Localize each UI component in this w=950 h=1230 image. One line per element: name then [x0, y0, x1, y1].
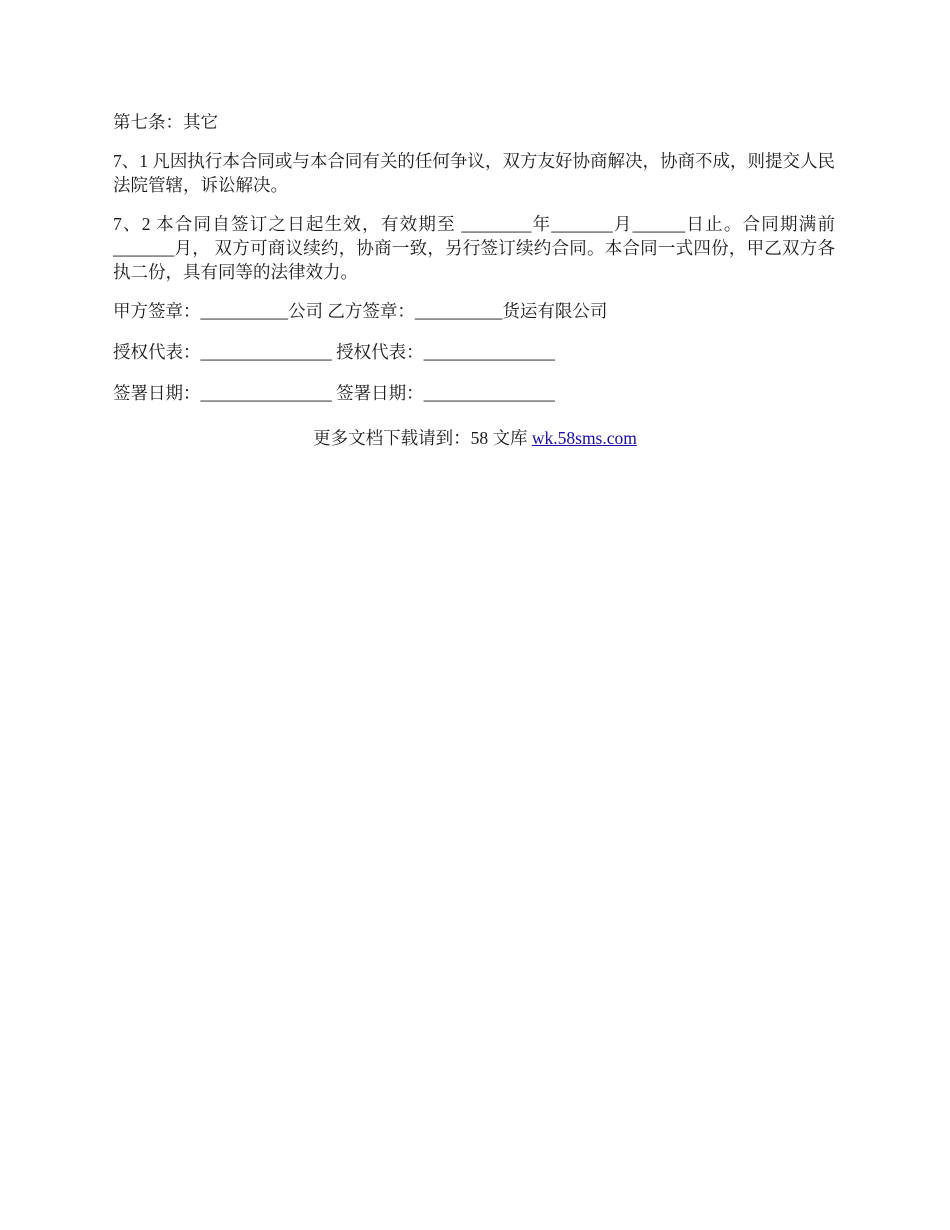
footer-text: 更多文档下载请到：58 文库 — [313, 428, 532, 448]
clause-7-2: 7、2 本合同自签订之日起生效，有效期至 ________年_______月______日止。合同期满前_______月， 双方可商议续约，协商一致，另行签订续约合同。本合同一式四份，甲乙双方各执二份，具有同等的法律效力。 — [113, 214, 835, 282]
document-body — [113, 110, 835, 422]
date-line: 签署日期：_______________ 签署日期：_______________ — [113, 383, 555, 403]
section-heading: 第七条：其它 — [113, 112, 218, 132]
footer-link[interactable]: wk.58sms.com — [531, 428, 637, 448]
representative-line: 授权代表：_______________ 授权代表：_______________ — [113, 342, 555, 362]
download-footer — [0, 426, 950, 450]
clause-7-1: 7、1 凡因执行本合同或与本合同有关的任何争议，双方友好协商解决，协商不成，则提交人民法院管辖，诉讼解决。 — [113, 151, 835, 195]
seal-line: 甲方签章：__________公司 乙方签章：__________货运有限公司 — [113, 301, 608, 321]
